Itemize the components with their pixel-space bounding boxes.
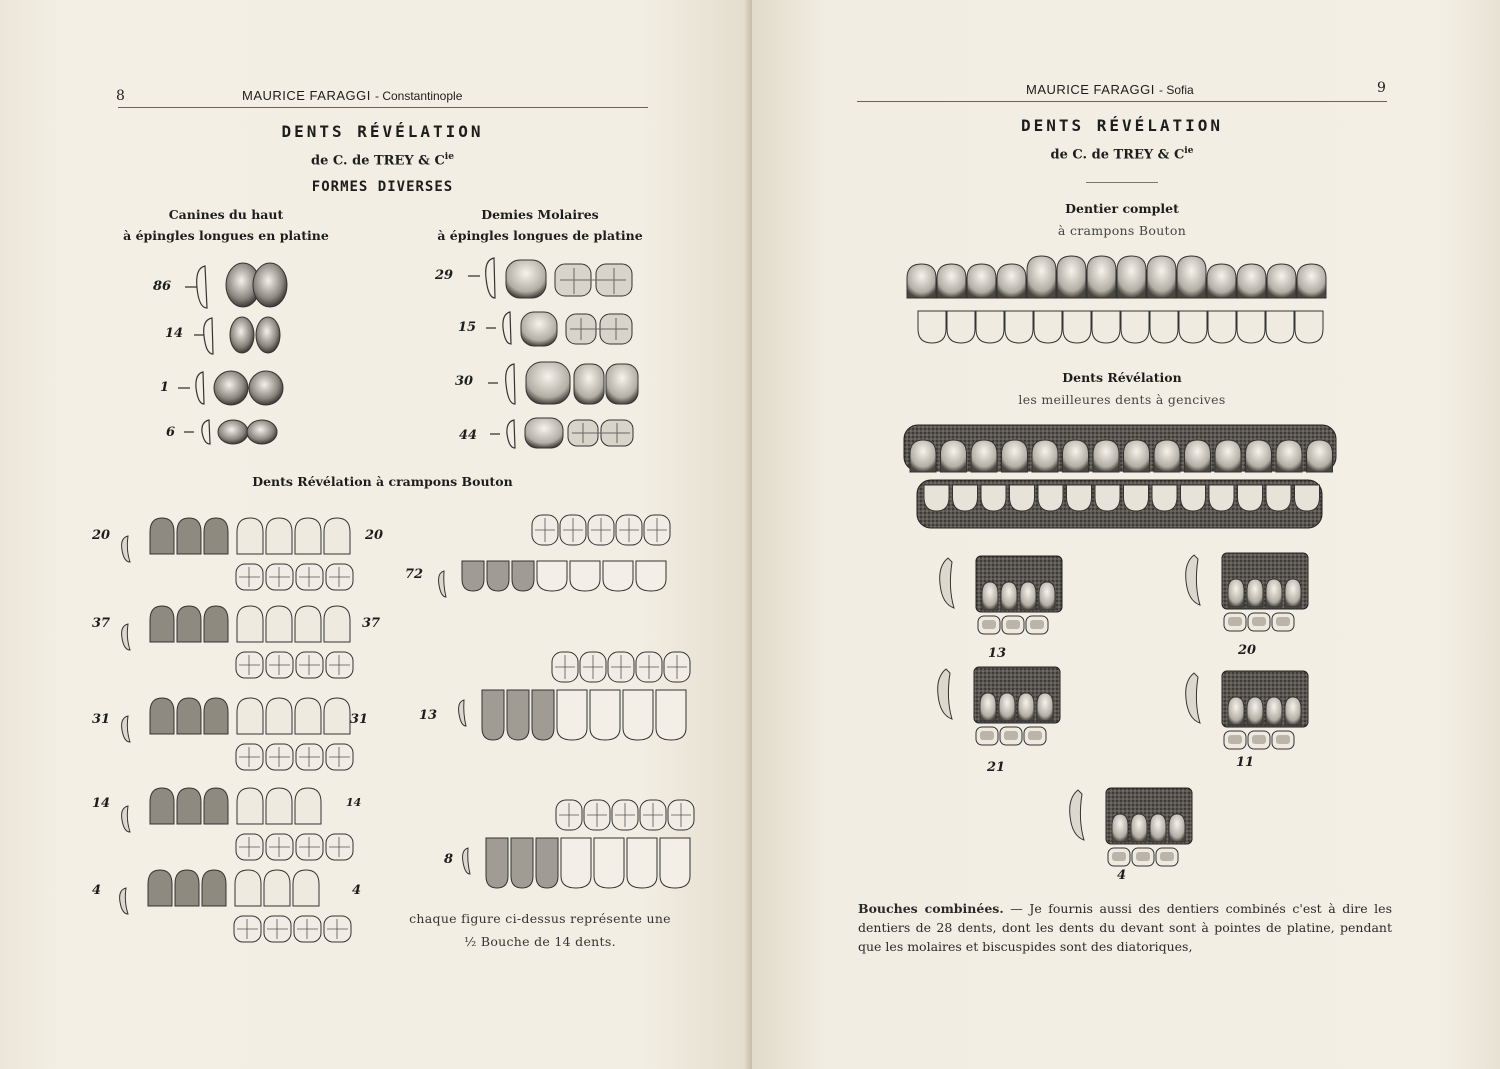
front-tooth	[177, 606, 201, 642]
upper-tooth	[1185, 440, 1211, 472]
front-tooth	[1150, 814, 1166, 842]
front-tooth	[150, 606, 174, 642]
front-tooth	[150, 788, 174, 824]
lower-tooth	[924, 485, 949, 511]
set-number: 13	[988, 646, 1007, 661]
front-tooth	[177, 518, 201, 554]
header-name: MAURICE FARAGGI	[1026, 82, 1155, 97]
set-number: 8	[444, 852, 454, 867]
front-tooth	[603, 561, 633, 591]
front-tooth	[594, 838, 624, 888]
molar-face	[1276, 735, 1290, 744]
lower-tooth	[1266, 485, 1291, 511]
front-tooth	[660, 838, 690, 888]
upper-tooth	[1246, 440, 1272, 472]
lower-tooth	[1095, 485, 1120, 511]
maker-sup: ie	[444, 152, 454, 162]
crampons-caption: Dents Révélation à crampons Bouton	[252, 474, 513, 489]
front-tooth	[1266, 579, 1282, 607]
header-city: - Constantinople	[374, 89, 463, 103]
molaires-caption-line1: Demies Molaires	[481, 207, 599, 222]
molar-face	[1006, 620, 1020, 629]
figure-note-line1: chaque figure ci-dessus représente une	[409, 911, 671, 926]
lower-tooth	[1124, 485, 1149, 511]
lower-tooth	[1238, 485, 1263, 511]
profile-tooth	[938, 669, 952, 719]
dentier-title: Dentier complet	[1065, 201, 1179, 216]
upper-tooth	[1032, 440, 1058, 472]
front-tooth	[487, 561, 509, 591]
lower-tooth	[1038, 485, 1063, 511]
profile-tooth	[1186, 555, 1200, 605]
gencives-title: Dents Révélation	[1062, 370, 1182, 385]
profile-tooth	[459, 700, 466, 726]
molaire-number: 44	[459, 428, 478, 443]
front-tooth	[1285, 579, 1301, 607]
front-tooth	[175, 870, 199, 906]
front-tooth	[536, 838, 558, 888]
set-number: 13	[419, 708, 438, 723]
lower-tooth	[953, 485, 978, 511]
front-tooth	[148, 870, 172, 906]
profile-tooth	[940, 558, 954, 608]
front-tooth	[150, 518, 174, 554]
front-tooth	[462, 561, 484, 591]
front-tooth	[150, 698, 174, 734]
front-tooth	[1169, 814, 1185, 842]
profile-tooth	[463, 848, 470, 874]
front-tooth	[1228, 579, 1244, 607]
profile-tooth	[1070, 790, 1084, 840]
molar-face	[1028, 731, 1042, 740]
molar-face	[1252, 735, 1266, 744]
upper-tooth	[1154, 440, 1180, 472]
molar-face	[982, 620, 996, 629]
front-tooth	[1037, 693, 1053, 721]
upper-tooth	[1063, 440, 1089, 472]
front-tooth	[1039, 582, 1055, 610]
page-number: 8	[116, 88, 125, 104]
front-tooth	[324, 606, 350, 642]
molar-face	[980, 731, 994, 740]
set-number: 20	[365, 528, 384, 543]
front-tooth	[295, 698, 321, 734]
front-tooth	[204, 788, 228, 824]
front-tooth	[324, 698, 350, 734]
set-number: 20	[92, 528, 111, 543]
header-name: MAURICE FARAGGI	[242, 88, 371, 103]
canines-caption-line2: à épingles longues en platine	[123, 228, 329, 243]
front-tooth	[507, 690, 529, 740]
set-number: 14	[346, 796, 362, 809]
molar-face	[1004, 731, 1018, 740]
page-title: DENTS RÉVÉLATION	[281, 122, 484, 141]
gencives-subtitle: les meilleures dents à gencives	[1018, 392, 1226, 407]
page-number: 9	[1377, 80, 1386, 96]
front-tooth	[627, 838, 657, 888]
figure-note-line2: ½ Bouche de 14 dents.	[464, 934, 616, 949]
lower-tooth	[981, 485, 1006, 511]
front-tooth	[980, 693, 996, 721]
set-number: 20	[1238, 643, 1257, 658]
front-tooth	[1247, 697, 1263, 725]
front-tooth	[1001, 582, 1017, 610]
upper-tooth	[1215, 440, 1241, 472]
front-tooth	[982, 582, 998, 610]
molar-face	[1030, 620, 1044, 629]
front-tooth	[590, 690, 620, 740]
front-tooth	[324, 518, 350, 554]
lower-tooth	[1295, 485, 1320, 511]
front-tooth	[1228, 697, 1244, 725]
front-tooth	[266, 788, 292, 824]
lower-tooth	[1067, 485, 1092, 511]
front-tooth	[623, 690, 653, 740]
upper-tooth	[1002, 440, 1028, 472]
front-tooth	[1131, 814, 1147, 842]
front-tooth	[237, 788, 263, 824]
front-tooth	[237, 698, 263, 734]
upper-tooth	[941, 440, 967, 472]
front-tooth	[266, 606, 292, 642]
front-tooth	[636, 561, 666, 591]
molar-face	[1252, 617, 1266, 626]
molar-face	[1228, 735, 1242, 744]
front-tooth	[1247, 579, 1263, 607]
set-number: 4	[352, 883, 362, 898]
upper-tooth	[1307, 440, 1333, 472]
set-number: 21	[987, 760, 1006, 775]
front-tooth	[177, 788, 201, 824]
front-tooth	[557, 690, 587, 740]
front-tooth	[532, 690, 554, 740]
front-tooth	[570, 561, 600, 591]
front-tooth	[266, 698, 292, 734]
set-number: 31	[92, 712, 111, 727]
lower-tooth	[1010, 485, 1035, 511]
molar-face	[1136, 852, 1150, 861]
front-tooth	[204, 606, 228, 642]
profile-tooth	[1186, 673, 1200, 723]
front-tooth	[561, 838, 591, 888]
lower-tooth	[1181, 485, 1206, 511]
front-tooth	[177, 698, 201, 734]
header-city: - Sofia	[1158, 83, 1194, 97]
front-tooth	[204, 698, 228, 734]
subtitle: FORMES DIVERSES	[311, 179, 454, 195]
front-tooth	[512, 561, 534, 591]
profile-tooth	[122, 716, 130, 742]
lower-tooth	[1209, 485, 1234, 511]
molaires-caption-line2: à épingles longues de platine	[437, 228, 643, 243]
front-tooth	[266, 518, 292, 554]
front-tooth	[202, 870, 226, 906]
upper-tooth	[971, 440, 997, 472]
front-tooth	[482, 690, 504, 740]
front-tooth	[656, 690, 686, 740]
upper-tooth	[910, 440, 936, 472]
paragraph-text: — Je fournis aussi des dentiers combinés c'est à dire les dentiers de 28 dents, dont les dents du devant sont à pointes de platine, pendant que les molaires et biscuspides sont des diatoriques,	[858, 901, 1392, 954]
set-number: 4	[92, 883, 102, 898]
page-title: DENTS RÉVÉLATION	[1020, 116, 1224, 135]
molaire-number: 29	[435, 268, 454, 283]
front-tooth	[1112, 814, 1128, 842]
canine-number: 14	[165, 326, 184, 341]
front-tooth	[295, 606, 321, 642]
upper-tooth	[1124, 440, 1150, 472]
front-tooth	[1018, 693, 1034, 721]
front-tooth	[537, 561, 567, 591]
front-tooth	[511, 838, 533, 888]
lower-tooth	[1152, 485, 1177, 511]
set-number: 31	[350, 712, 369, 727]
canine-number: 86	[153, 279, 172, 294]
dentier-subtitle: à crampons Bouton	[1057, 223, 1187, 238]
front-tooth	[204, 518, 228, 554]
set-number: 11	[1236, 755, 1255, 770]
front-tooth	[999, 693, 1015, 721]
combined-paragraph	[858, 899, 1392, 956]
canine-number: 1	[160, 380, 170, 395]
molar-face	[1228, 617, 1242, 626]
front-tooth	[264, 870, 290, 906]
front-tooth	[237, 606, 263, 642]
upper-tooth	[1093, 440, 1119, 472]
profile-tooth	[439, 571, 446, 597]
front-tooth	[295, 518, 321, 554]
molar-face	[1160, 852, 1174, 861]
molaire-number: 15	[458, 320, 477, 335]
set-number: 37	[92, 616, 111, 631]
set-number: 37	[362, 616, 381, 631]
profile-tooth	[120, 888, 128, 914]
maker-text: de C. de TREY & C	[1050, 147, 1185, 163]
figure-note	[405, 907, 675, 953]
front-tooth	[295, 788, 321, 824]
front-tooth	[235, 870, 261, 906]
front-tooth	[293, 870, 319, 906]
molar-face	[1112, 852, 1126, 861]
front-tooth	[486, 838, 508, 888]
set-number: 72	[405, 567, 424, 582]
paragraph-lead: Bouches combinées.	[858, 901, 1004, 916]
profile-tooth	[122, 624, 130, 650]
profile-tooth	[122, 806, 130, 832]
profile-tooth	[122, 536, 130, 562]
front-tooth	[237, 518, 263, 554]
set-number: 4	[1117, 868, 1127, 883]
molaire-number: 30	[455, 374, 474, 389]
canines-caption-line1: Canines du haut	[168, 207, 284, 222]
front-tooth	[1020, 582, 1036, 610]
molar-face	[1276, 617, 1290, 626]
front-tooth	[1285, 697, 1301, 725]
right-page	[752, 0, 1500, 1069]
maker-text: de C. de TREY & C	[311, 153, 445, 169]
front-tooth	[1266, 697, 1282, 725]
set-number: 14	[92, 796, 111, 811]
canine-number: 6	[166, 425, 176, 440]
upper-tooth	[1276, 440, 1302, 472]
maker-sup: ie	[1184, 146, 1194, 156]
